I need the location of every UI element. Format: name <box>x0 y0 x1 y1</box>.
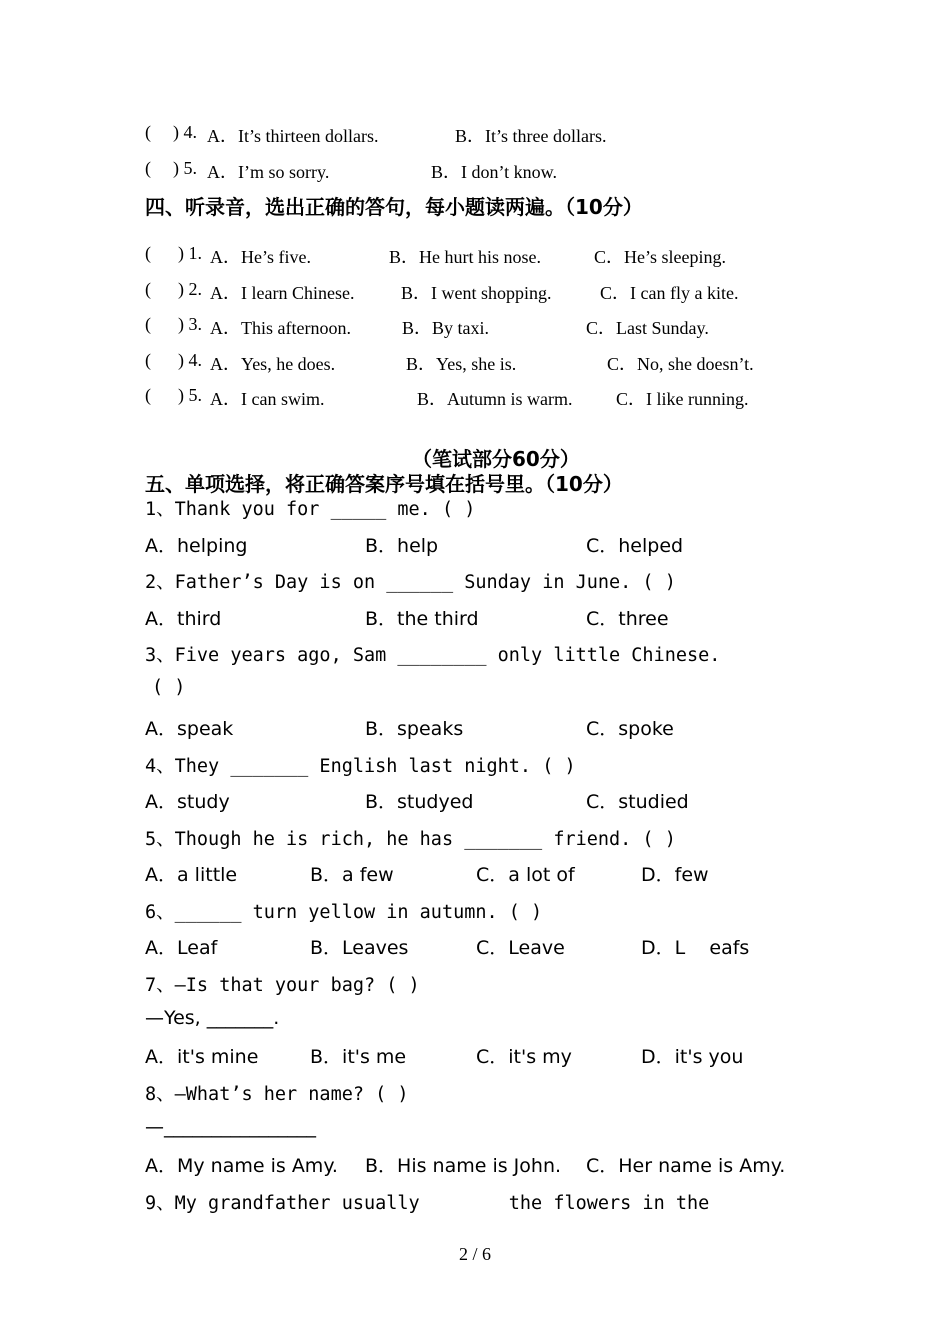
written-part-title: （笔试部分60分） <box>412 447 580 471</box>
option-c: C．He’s sleeping. <box>594 247 726 267</box>
option-b: B．His name is John. <box>365 1155 562 1177</box>
option-b: B．I don’t know. <box>431 162 557 182</box>
answer-paren[interactable]: ( <box>145 350 151 370</box>
option-c: C．three <box>586 608 669 630</box>
question-3: 3、Five years ago, Sam ________ only little Chinese. <box>145 645 721 666</box>
option-b: B．Autumn is warm. <box>417 389 573 409</box>
option-c: C．Her name is Amy. <box>586 1155 786 1177</box>
option-c: C．I can fly a kite. <box>600 283 739 303</box>
option-b: B．Yes, she is. <box>406 354 517 374</box>
option-b: B．help <box>365 535 439 557</box>
option-d: D．few <box>641 864 709 886</box>
option-c: C．I like running. <box>616 389 749 409</box>
item-number: ) 5. <box>173 158 197 178</box>
option-c: C．No, she doesn’t. <box>607 354 754 374</box>
option-b: B．speaks <box>365 718 464 740</box>
option-a: A．I learn Chinese. <box>210 283 355 303</box>
part4-heading: 四、听录音，选出正确的答句，每小题读两遍。（10分） <box>145 195 643 219</box>
option-c: C．a lot of <box>476 864 575 886</box>
item-number: ) 4. <box>178 350 202 370</box>
option-b: B．It’s three dollars. <box>455 126 607 146</box>
option-b: B．studyed <box>365 791 474 813</box>
option-a: A．Leaf <box>145 937 218 959</box>
item-number: ) 5. <box>178 385 202 405</box>
option-a: A．helping <box>145 535 248 557</box>
option-c: C．Leave <box>476 937 565 959</box>
option-d: D．it's you <box>641 1046 744 1068</box>
question-8: 8、—What’s her name? ( ) <box>145 1084 409 1105</box>
option-a: A．This afternoon. <box>210 318 351 338</box>
option-b: B．it's me <box>310 1046 407 1068</box>
page-number: 2 / 6 <box>458 1244 491 1264</box>
option-a: A．study <box>145 791 230 813</box>
option-c: C．Last Sunday. <box>586 318 709 338</box>
option-b: B．a few <box>310 864 394 886</box>
option-c: C．it's my <box>476 1046 572 1068</box>
question-1: 1、Thank you for _____ me. ( ) <box>145 499 476 520</box>
option-a: A．third <box>145 608 222 630</box>
answer-paren[interactable]: ( <box>145 279 151 299</box>
option-c: C．studied <box>586 791 689 813</box>
item-number: ) 4. <box>173 122 197 142</box>
part5-heading: 五、单项选择，将正确答案序号填在括号里。（10分） <box>145 472 623 496</box>
answer-paren[interactable]: ( <box>145 314 151 334</box>
option-c: C．spoke <box>586 718 674 740</box>
option-a: A．I can swim. <box>210 389 325 409</box>
option-a: A．I’m so sorry. <box>207 162 330 182</box>
item-number: ) 2. <box>178 279 202 299</box>
answer-paren[interactable]: ( <box>145 385 151 405</box>
option-b: B．I went shopping. <box>401 283 552 303</box>
option-a: A．My name is Amy. <box>145 1155 338 1177</box>
option-a: A．it's mine <box>145 1046 259 1068</box>
question-2: 2、Father’s Day is on ______ Sunday in June. ( ) <box>145 572 676 593</box>
option-c: C．helped <box>586 535 684 557</box>
question-5: 5、Though he is rich, he has _______ friend. ( ) <box>145 829 676 850</box>
question-6: 6、______ turn yellow in autumn. ( ) <box>145 902 543 923</box>
answer-paren[interactable]: ( ) <box>152 677 186 698</box>
option-b: B．Leaves <box>310 937 409 959</box>
option-d: D．L eafs <box>641 937 750 959</box>
item-number: ) 1. <box>178 243 202 263</box>
option-b: B．He hurt his nose. <box>389 247 541 267</box>
option-a: A．He’s five. <box>210 247 311 267</box>
answer-paren[interactable]: ( <box>145 243 151 263</box>
option-a: A．a little <box>145 864 238 886</box>
option-a: A．Yes, he does. <box>210 354 336 374</box>
question-7-reply: —Yes, _______. <box>145 1007 280 1029</box>
answer-paren[interactable]: ( <box>145 158 151 178</box>
option-a: A．speak <box>145 718 234 740</box>
item-number: ) 3. <box>178 314 202 334</box>
answer-paren[interactable]: ( <box>145 122 151 142</box>
question-9: 9、My grandfather usually the flowers in the <box>145 1193 710 1214</box>
question-4: 4、They _______ English last night. ( ) <box>145 756 576 777</box>
option-a: A．It’s thirteen dollars. <box>207 126 379 146</box>
question-7: 7、—Is that your bag? ( ) <box>145 975 420 996</box>
option-b: B．By taxi. <box>402 318 490 338</box>
question-8-reply: —________________ <box>145 1116 316 1138</box>
option-b: B．the third <box>365 608 479 630</box>
